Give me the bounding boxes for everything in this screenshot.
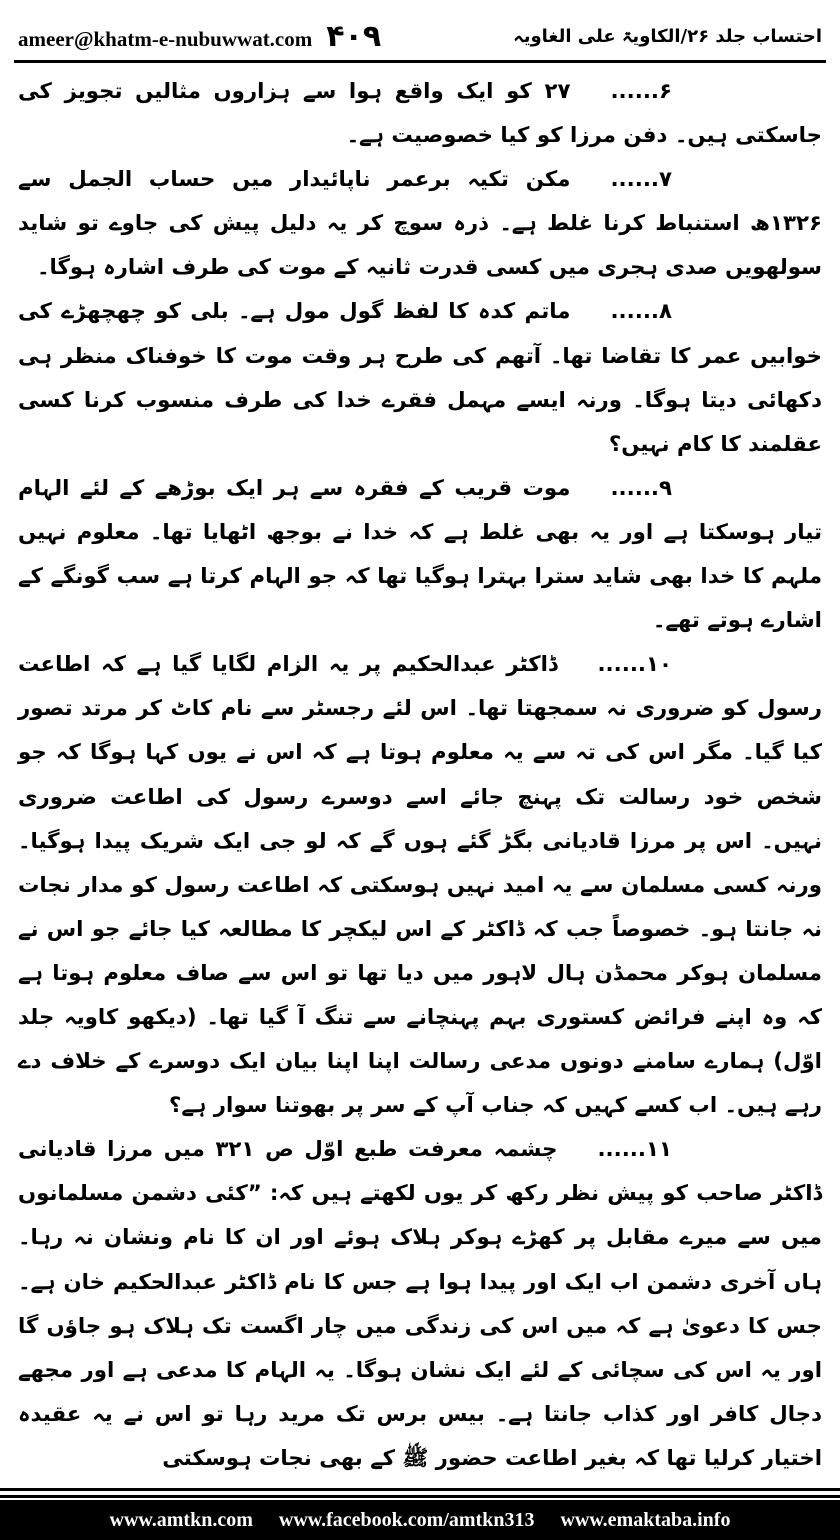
running-title: احتساب جلد ۲۶/الکاویۃ علی الغاویہ — [513, 25, 822, 47]
paragraph-7 — [18, 158, 822, 290]
paragraph-number: ۷...... — [610, 167, 672, 193]
paragraph-11 — [18, 1128, 822, 1481]
paragraph-number: ۶...... — [610, 79, 672, 104]
footer-rule-bottom — [0, 1495, 840, 1498]
paragraph-6 — [18, 70, 822, 158]
header-email: ameer@khatm-e-nubuwwat.com — [18, 26, 313, 51]
page-body — [18, 70, 822, 1470]
paragraph-number: ۸...... — [610, 299, 672, 325]
paragraph-8 — [18, 290, 822, 466]
paragraph-text: چشمہ معرفت طبع اوّل ص ۳۲۱ میں مرزا قادیانی ڈاکٹر صاحب کو پیش نظر رکھ کر یوں لکھتے ہیں کہ: ”کئی دشمن مسلمانوں میں سے میرے مقابل پر کھڑے ہوکر ہلاک ہوئے اور ان کا نام ونشان نہ رہا۔ ہاں آخری دشمن اب ایک اور پیدا ہوا ہے جس کا نام ڈاکٹر عبدالحکیم خان ہے۔ جس کا دعویٰ ہے کہ میں اس کی زندگی میں چار اگست تک ہلاک ہو جاؤں گا اور یہ اس کی سچائی کے لئے ایک نشان ہوگا۔ یہ الہام کا مدعی ہے اور مجھے دجال کافر اور کذاب جانتا ہے۔ بیس برس تک مرید رہا تو اس نے یہ عقیدہ اختیار کرلیا تھا کہ بغیر اطاعت حضور ﷺ کے بھی نجات ہوسکتی — [18, 1137, 822, 1471]
paragraph-9 — [18, 467, 822, 643]
paragraph-text: ۲۷ کو ایک واقع ہوا سے ہزاروں مثالیں تجویز کی جاسکتی ہیں۔ دفن مرزا کو کیا خصوصیت ہے۔ — [18, 79, 822, 149]
paragraph-10 — [18, 643, 822, 1128]
paragraph-number: ۱۰...... — [597, 652, 672, 678]
paragraph-text: ڈاکٹر عبدالحکیم پر یہ الزام لگایا گیا ہے کہ اطاعت رسول کو ضروری نہ سمجھتا تھا۔ اس لئے رجسٹر سے نام کاٹ کر مرتد تصور کیا گیا۔ مگر اس کی تہ سے یہ معلوم ہوتا ہے کہ اس نے یوں کہا ہوگا کہ جو شخص خود رسالت تک پہنچ جائے اسے دوسرے رسول کی اطاعت ضروری نہیں۔ اس پر مرزا قادیانی بگڑ گئے ہوں گے کہ لو جی ایک شریک پیدا ہوگیا۔ ورنہ کسی مسلمان سے یہ امید نہیں ہوسکتی کہ اطاعت رسول کو مدار نجات نہ جانتا ہو۔ خصوصاً جب کہ ڈاکٹر کے اس لیکچر کا مطالعہ کیا جائے جو اس نے مسلمان ہوکر محمڈن ہال لاہور میں دیا تھا تو اس سے صاف معلوم ہوتا ہے کہ وہ اپنے فرائض کستوری بہم پہنچانے سے تنگ آ گیا تھا۔ (دیکھو کاویہ جلد اوّل) ہمارے سامنے دونوں مدعی رسالت اپنا اپنا بیان ایک دوسرے کے خلاف دے رہے ہیں۔ اب کسے کہیں کہ جناب آپ کے سر پر بھوتنا سوار ہے؟ — [18, 652, 822, 1119]
footer-link-facebook[interactable]: www.facebook.com/amtkn313 — [278, 1508, 535, 1531]
paragraph-text: موت قریب کے فقرہ سے ہر ایک بوڑھے کے لئے الہام تیار ہوسکتا ہے اور یہ بھی غلط ہے کہ خدا نے بوجھ اٹھایا تھا۔ معلوم نہیں ملہم کا خدا بھی شاید سترا بہترا ہوگیا تھا کہ جو الہام کرتا ہے سب گونگے کے اشارے ہوتے تھے۔ — [18, 475, 822, 634]
paragraph-text: ماتم کدہ کا لفظ گول مول ہے۔ بلی کو چھچھڑے کی خوابیں عمر کا تقاضا تھا۔ آتھم کی طرح ہر وقت موت کا خوفناک منظر ہی دکھائی دیتا ہوگا۔ ورنہ ایسے مہمل فقرے خدا کی طرف منسوب کرنا کسی عقلمند کا کام نہیں؟ — [18, 299, 822, 457]
footer-link-amtkn[interactable]: www.amtkn.com — [109, 1508, 253, 1531]
page-footer — [0, 1500, 840, 1540]
header-rule — [14, 60, 826, 63]
page-number: ۴۰۹ — [326, 18, 382, 54]
paragraph-text: مکن تکیہ برعمر ناپائیدار میں حساب الجمل سے ۱۳۲۶ھ استنباط کرنا غلط ہے۔ ذرہ سوچ کر یہ دلیل پیش کی جاوے تو شاید سولھویں صدی ہجری میں کسی قدرت ثانیہ کے موت کی طرف اشارہ ہوگا۔ — [18, 167, 822, 281]
paragraph-number: ۹...... — [610, 475, 672, 501]
footer-link-emaktaba[interactable]: www.emaktaba.info — [560, 1508, 731, 1531]
page-header — [18, 14, 822, 58]
header-left — [18, 19, 381, 54]
footer-rule-top — [0, 1488, 840, 1491]
paragraph-number: ۱۱...... — [597, 1137, 672, 1163]
